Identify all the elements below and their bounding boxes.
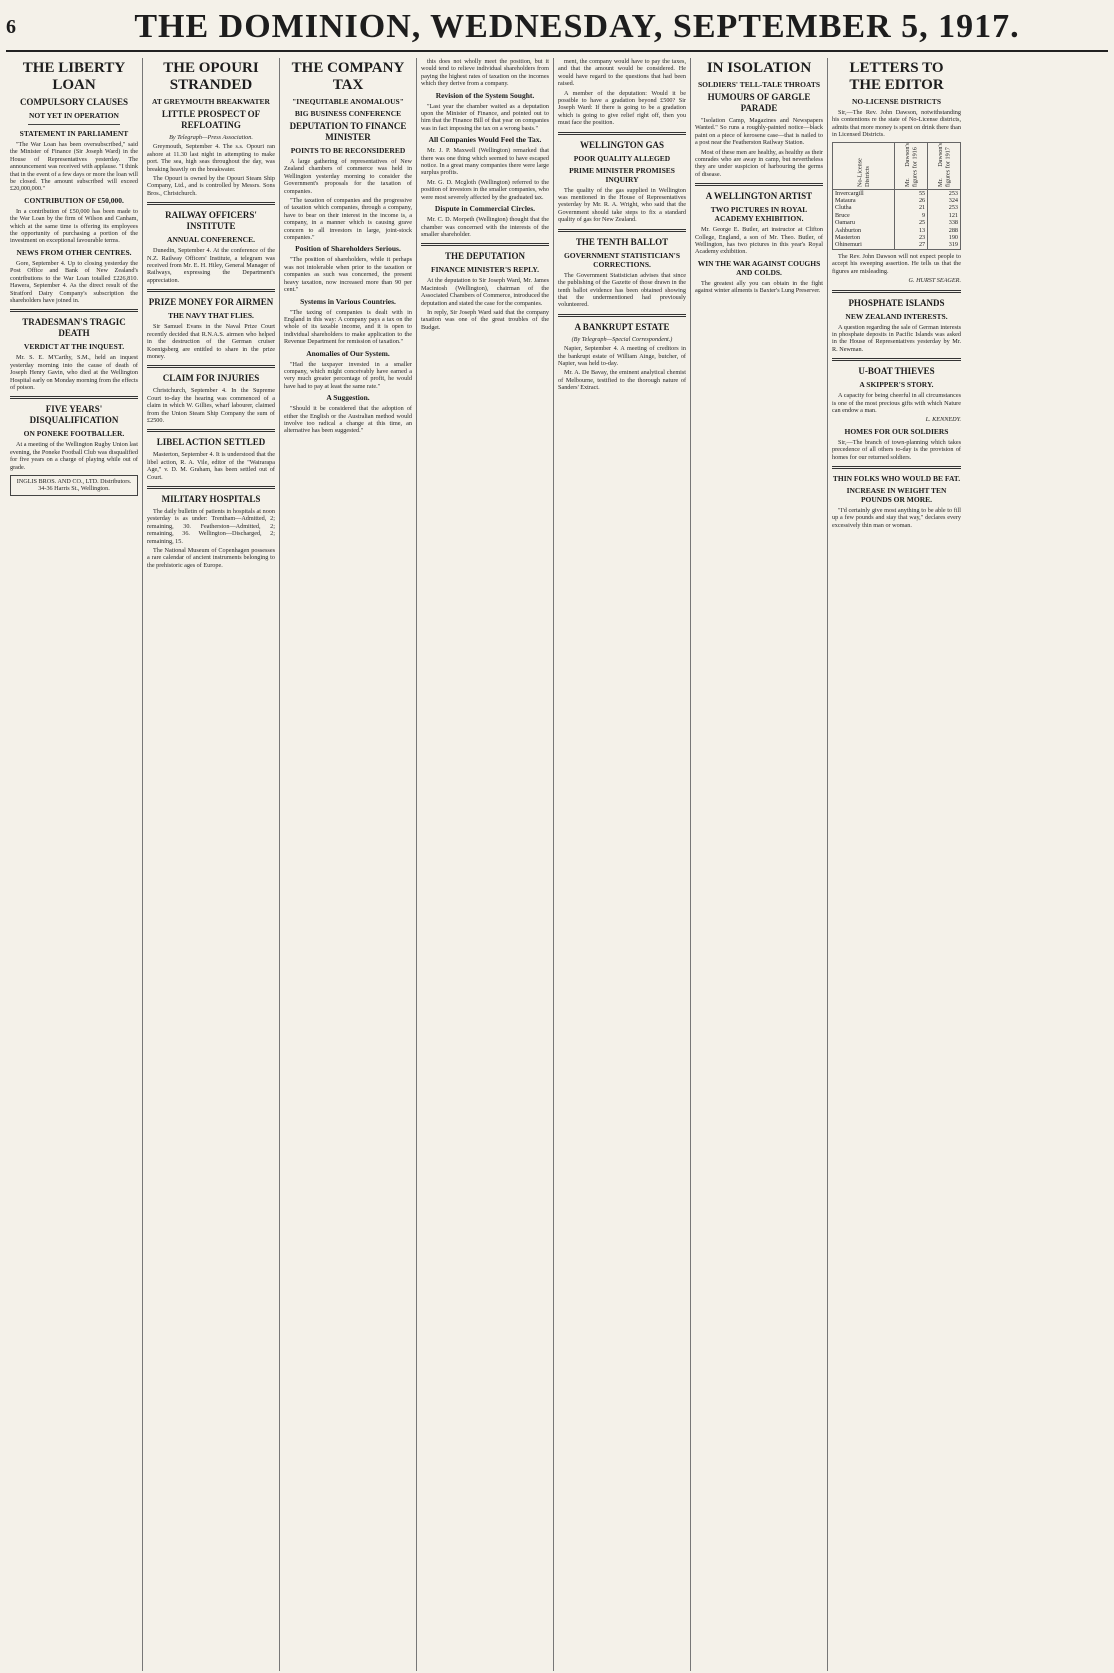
subheadline: NO-LICENSE DISTRICTS bbox=[852, 97, 941, 106]
table-cell: 253 bbox=[928, 189, 961, 197]
table-row bbox=[833, 227, 961, 234]
headline: A BANKRUPT ESTATE bbox=[574, 321, 670, 332]
article-text: ment, the company would have to pay the taxes, and that the amount would be considered. He would have regard to the questions that had been raised. bbox=[558, 58, 686, 88]
subheadline: NEW ZEALAND INTERESTS. bbox=[845, 311, 948, 321]
headline: LIBEL ACTION SETTLED bbox=[156, 437, 266, 448]
subheadline: THE NAVY THAT FLIES. bbox=[168, 311, 254, 321]
column-7 bbox=[828, 58, 965, 1671]
article-text: A large gathering of representatives of New Zealand chambers of commerce was held in Wellington yesterday morning to consider the Government's proposals for the taxation of companies. bbox=[284, 158, 412, 195]
article-text: Christchurch, September 4. In the Supreme Court to-day the hearing was commenced of a claim in which W. Gillies, wharf labourer, claimed from the Union Steam Ship Company the sum of £2500. bbox=[147, 387, 275, 424]
columns bbox=[6, 58, 1108, 1671]
article-text: The Government Statistician advises that since the publishing of the Gazette of those drawn in the tenth ballot evidence has been obtained showing that the undermentioned had previously volunteered. bbox=[558, 271, 686, 309]
headline: A WELLINGTON ARTIST bbox=[705, 191, 813, 202]
table-cell: 26 bbox=[895, 197, 928, 204]
subheadline: WIN THE WAR AGAINST COUGHS AND COLDS. bbox=[697, 258, 821, 277]
subheadline: NOT YET IN OPERATION bbox=[29, 111, 119, 120]
article-text: At the deputation to Sir Joseph Ward, Mr. James Macintosh (Wellington), chairman of the Associated Chambers of Commerce, introduced the deputation and stated the case for the companies. bbox=[421, 277, 549, 307]
statistics-table bbox=[832, 142, 961, 250]
article-text: Mr. C. D. Morpeth (Wellington) thought that the chamber was concerned with the interests of the smaller shareholder. bbox=[421, 216, 549, 238]
article-text: Sir,—The Rev. John Dawson, notwithstanding his contentions re the state of No-License districts, admits that more money is spent on drink there than in Licensed Districts. bbox=[832, 109, 961, 139]
article-text: Sir Samuel Evans in the Naval Prize Court recently decided that R.N.A.S. airmen who helped in the destruction of the German cruiser Koenigsberg are entitled to share in the prize money. bbox=[147, 323, 275, 360]
table-cell: 190 bbox=[928, 234, 961, 241]
table-cell: 9 bbox=[895, 212, 928, 219]
headline: THE COMPANY TAX bbox=[291, 60, 405, 93]
subheadline: All Companies Would Feel the Tax. bbox=[428, 135, 542, 145]
article-text: Mr. George E. Butler, art instructor at Clifton College, England, a son of Mr. Theo. Butler, of Wellington, has two pictures in this year's Royal Academy exhibition. bbox=[695, 226, 823, 256]
headline: WELLINGTON GAS bbox=[579, 139, 665, 150]
article-text: The National Museum of Copenhagen possesses a rare calendar of ancient instruments belonging to the prehistoric ages of Europe. bbox=[147, 547, 275, 569]
subheadline: AT GREYMOUTH BREAKWATER bbox=[152, 97, 270, 106]
table-row bbox=[833, 241, 961, 249]
headline: U-BOAT THIEVES bbox=[858, 366, 935, 377]
article-text: At a meeting of the Wellington Rugby Union last evening, the Poneke Football Club was disqualified for five years on a charge of playing while out of grade. bbox=[10, 441, 138, 471]
headline: THE DEPUTATION bbox=[445, 251, 525, 262]
table-header: Mr. Dawson's figures for 1917 bbox=[928, 142, 961, 189]
table-cell: 121 bbox=[928, 212, 961, 219]
page-number: 6 bbox=[6, 15, 16, 38]
subheadline: HUMOURS OF GARGLE PARADE bbox=[707, 92, 811, 113]
table-row bbox=[833, 197, 961, 204]
article-text: Gore, September 4. Up to closing yesterday the Post Office and Bank of New Zealand's contributions to the War Loan totalled £226,810. Hawera, September 4. As the direct result of the Stratford Dairy Company's subscription the shareholders have joined in. bbox=[10, 259, 138, 304]
column-2 bbox=[143, 58, 280, 1671]
article-text: Dunedin, September 4. At the conference of the N.Z. Railway Officers' Institute, a telegram was received from Mr. E. H. Hiley, General Manager of Railways, expressing the Department's appreciation. bbox=[147, 247, 275, 284]
article-text: "Should it be considered that the adoption of either the English or the Australian method would involve too radical a change at this time, an alternative has been suggested." bbox=[284, 405, 412, 435]
signature: G. HURST SEAGER. bbox=[908, 277, 961, 285]
article-text: this does not wholly meet the position, but it would tend to relieve individual shareholders from paying the highest rates of taxation on the incomes which they derive from a company. bbox=[421, 58, 549, 88]
subheadline: Revision of the System Sought. bbox=[435, 90, 535, 100]
article-text: "The position of shareholders, while it perhaps was not intolerable when prior to the taxation or companies as such was concerned, the present heavy taxation, now increased more than 90 per cent." bbox=[284, 256, 412, 294]
article-text: "Last year the chamber waited as a deputation upon the Minister of Finance, and pointed out to him that the Finance Bill of that year on companies was in fact imposing the tax on a wrong basis." bbox=[421, 102, 549, 132]
subheadline: Anomalies of Our System. bbox=[306, 348, 390, 358]
article-text: Masterton, September 4. It is understood that the libel action, R. A. Vile, editor of the "Wairarapa Age," v. D. M. Graham, has been settled out of Court. bbox=[147, 451, 275, 481]
byline: (By Telegraph—Special Correspondent.) bbox=[571, 335, 673, 343]
table-cell: Ashburton bbox=[833, 227, 895, 234]
subheadline: LITTLE PROSPECT OF REFLOATING bbox=[161, 109, 261, 130]
column-3 bbox=[280, 58, 417, 1671]
table-row bbox=[833, 204, 961, 211]
headline: IN ISOLATION bbox=[706, 60, 812, 76]
headline: FIVE YEARS' DISQUALIFICATION bbox=[29, 404, 119, 426]
table-row bbox=[833, 212, 961, 219]
table-cell: 25 bbox=[895, 219, 928, 226]
article-text: The greatest ally you can obtain in the fight against winter ailments is Baxter's Lung Preserver. bbox=[695, 279, 823, 295]
column-6 bbox=[691, 58, 828, 1671]
advertisement: INGLIS BROS. AND CO., LTD. Distributors. 34-36 Harris St., Wellington. bbox=[10, 475, 138, 496]
table-cell: 253 bbox=[928, 204, 961, 211]
subheadline: VERDICT AT THE INQUEST. bbox=[23, 342, 125, 352]
table-cell: Masterton bbox=[833, 234, 895, 241]
article-text: "I'd certainly give most anything to be able to fill up a few pounds and stay that way," declares every excessively thin man or woman. bbox=[832, 506, 961, 529]
table-row bbox=[833, 189, 961, 197]
article-text: The daily bulletin of patients in hospitals at noon yesterday is as under: Trentham—Admitted, 2; remaining, 30. Featherston—Admitted, 2; remaining, 36. Wellington—Discharged, 2; remaining, 15. bbox=[147, 507, 275, 545]
table-cell: 319 bbox=[928, 241, 961, 249]
table-cell: 55 bbox=[895, 189, 928, 197]
table-row bbox=[833, 234, 961, 241]
headline: THIN FOLKS WHO WOULD BE FAT. bbox=[832, 473, 961, 483]
article-text: Greymouth, September 4. The s.s. Opouri ran ashore at 11.30 last night in attempting to make port. The sea, high seas throughout the day, was breaking heavily on the breakwater. bbox=[147, 143, 275, 173]
table-cell: Clutha bbox=[833, 204, 895, 211]
table-cell: Bruce bbox=[833, 212, 895, 219]
table-cell: 23 bbox=[895, 234, 928, 241]
headline: PRIZE MONEY FOR AIRMEN bbox=[148, 297, 274, 308]
article-text: In reply, Sir Joseph Ward said that the company taxation was one of the great troubles of the Budget. bbox=[421, 308, 549, 331]
subheadline: POINTS TO BE RECONSIDERED bbox=[290, 146, 406, 155]
table-cell: 338 bbox=[928, 219, 961, 226]
column-5 bbox=[554, 58, 691, 1671]
article-text: Sir,—The branch of town-planning which takes precedence of all others to-day is the provision of homes for our returned soldiers. bbox=[832, 438, 961, 461]
table-header: Mr. Dawson's figures for 1916 bbox=[895, 142, 928, 189]
newspaper-title: THE DOMINION, WEDNESDAY, SEPTEMBER 5, 1917. bbox=[134, 8, 1020, 45]
subheadline: Position of Shareholders Serious. bbox=[295, 244, 401, 254]
headline: MILITARY HOSPITALS bbox=[161, 493, 261, 504]
subheadline: ANNUAL CONFERENCE. bbox=[167, 235, 255, 245]
subheadline: A Suggestion. bbox=[326, 393, 370, 403]
column-1 bbox=[6, 58, 143, 1671]
table-cell: Oamaru bbox=[833, 219, 895, 226]
headline: THE OPOURI STRANDED bbox=[163, 60, 259, 93]
article-text: The Opouri is owned by the Opouri Steam Ship Company, Ltd., and is controlled by Messrs. Sons Bros., Christchurch. bbox=[147, 175, 275, 197]
subheadline: HOMES FOR OUR SOLDIERS bbox=[844, 426, 949, 436]
subheadline: ON PONEKE FOOTBALLER. bbox=[23, 429, 125, 439]
subheadline: Systems in Various Countries. bbox=[300, 296, 396, 306]
headline: PHOSPHATE ISLANDS bbox=[848, 297, 945, 308]
masthead bbox=[6, 4, 1108, 52]
table-cell: 27 bbox=[895, 241, 928, 249]
subheadline: DEPUTATION TO FINANCE MINISTER bbox=[289, 121, 407, 142]
subheadline: CONTRIBUTION OF £50,000. bbox=[24, 195, 124, 205]
article-text: The Rev. John Dawson will not expect people to accept his sweeping assertion. He tells us that the figures are misleading. bbox=[832, 252, 961, 275]
article-text: "Isolation Camp, Magazines and Newspapers Wanted." So runs a roughly-painted notice—black paint on a piece of kerosene case—that is nailed to a post near the Featherston Railway Station. bbox=[695, 117, 823, 147]
table-cell: Invercargill bbox=[833, 189, 895, 197]
subheadline: PRIME MINISTER PROMISES INQUIRY bbox=[569, 165, 675, 184]
byline: By Telegraph—Press Association. bbox=[169, 134, 253, 141]
headline: CLAIM FOR INJURIES bbox=[162, 373, 260, 384]
table-cell: 21 bbox=[895, 204, 928, 211]
headline: TRADESMAN'S TRAGIC DEATH bbox=[22, 317, 126, 339]
subheadline: NEWS FROM OTHER CENTRES. bbox=[16, 247, 132, 257]
table-cell: 324 bbox=[928, 197, 961, 204]
article-text: "The taxing of companies is dealt with in England in this way: A company pays a tax on the whole of its taxable income, and it is open to individual shareholders to make application to the Revenue Department for remission of taxation." bbox=[284, 308, 412, 346]
article-text: A capacity for being cheerful in all circumstances is one of the most precious gifts with which Nature can endow a man. bbox=[832, 392, 961, 414]
article-text: Mr. G. D. Mcgloth (Wellington) referred to the position of investors in the smaller companies, who were most severely affected by the graduated tax. bbox=[421, 178, 549, 201]
article-text: A question regarding the sale of German interests in phosphate deposits in Pacific Islands was asked in the House of Representatives yesterday by Mr. R. Newman. bbox=[832, 323, 961, 353]
subheadline: "INEQUITABLE ANOMALOUS" bbox=[292, 97, 404, 106]
subheadline: TWO PICTURES IN ROYAL ACADEMY EXHIBITION. bbox=[710, 205, 808, 224]
headline: LETTERS TO THE EDITOR bbox=[849, 60, 944, 93]
signature: L. KENNEDY. bbox=[925, 416, 961, 424]
headline: RAILWAY OFFICERS' INSTITUTE bbox=[165, 210, 257, 232]
article-text: "The taxation of companies and the progressive of taxation which companies, through a company, have to bear on their interest in the income is, a company, in a manner which is causing grave concern to all investors in large, joint-stock companies." bbox=[284, 197, 412, 242]
article-text: "The War Loan has been oversubscribed," said the Minister of Finance (Sir Joseph Ward) in the House of Representatives yesterday. The announcement was received with applause. "I think that in the event of a few days or more the loan will be closed. The amount subscribed will exceed £20,000,000." bbox=[10, 141, 138, 193]
article-text: The quality of the gas supplied in Wellington was mentioned in the House of Representatives yesterday by Mr. R. A. Wright, who said that the Government should take steps to fix a standard quality of gas for New Zealand. bbox=[558, 186, 686, 224]
subheadline: POOR QUALITY ALLEGED bbox=[573, 153, 671, 163]
subheadline: INCREASE IN WEIGHT TEN POUNDS OR MORE. bbox=[846, 485, 947, 504]
article-text: In a contribution of £50,000 has been made to the War Loan by the firm of Wilson and Canham, which at the same time is offering its employees the opportunity of purchasing a portion of the investment on exceptional favourable terms. bbox=[10, 207, 138, 245]
column-4 bbox=[417, 58, 554, 1671]
subheadline: GOVERNMENT STATISTICIAN'S CORRECTIONS. bbox=[563, 250, 681, 269]
subheadline: Dispute in Commercial Circles. bbox=[434, 204, 536, 214]
table-cell: 288 bbox=[928, 227, 961, 234]
table-cell: Ohinemuri bbox=[833, 241, 895, 249]
article-text: Mr. S. E. M'Carthy, S.M., held an inquest yesterday morning into the cause of death of Joseph Henry Gavin, who died at the Wellington Hospital early on Monday morning from the effects of poison. bbox=[10, 354, 138, 391]
subheadline: SOLDIERS' TELL-TALE THROATS bbox=[698, 80, 820, 89]
table-row bbox=[833, 219, 961, 226]
headline: THE TENTH BALLOT bbox=[575, 236, 669, 247]
article-text: Napier, September 4. A meeting of creditors in the bankrupt estate of William Ainge, butcher, of Napier, was held to-day. bbox=[558, 345, 686, 367]
subheadline: BIG BUSINESS CONFERENCE bbox=[294, 109, 402, 118]
article-text: Most of these men are healthy, as healthy as their comrades who are away in camp, but nevertheless they are under suspicion of harbouring the germs of disease. bbox=[695, 148, 823, 178]
article-text: "Had the taxpayer invested in a smaller company, which might conceivably have earned a very much greater percentage of profit, he would have had to pay at least the same rate." bbox=[284, 360, 412, 390]
subheadline: A SKIPPER'S STORY. bbox=[859, 380, 934, 390]
subheadline: STATEMENT IN PARLIAMENT bbox=[19, 129, 129, 138]
subheadline: COMPULSORY CLAUSES bbox=[19, 97, 129, 107]
table-cell: Mataura bbox=[833, 197, 895, 204]
headline: THE LIBERTY LOAN bbox=[22, 60, 126, 93]
article-text: Mr. J. P. Maxwell (Wellington) remarked that there was one thing which seemed to have escaped notice. In a great many companies there were large surplus profits. bbox=[421, 147, 549, 177]
article-text: Mr. A. De Bavay, the eminent analytical chemist of Melbourne, testified to the thorough nature of Sanders' Extract. bbox=[558, 369, 686, 392]
table-cell: 13 bbox=[895, 227, 928, 234]
table-header: No-License Districts bbox=[833, 142, 895, 189]
subheadline: FINANCE MINISTER'S REPLY. bbox=[430, 265, 539, 275]
article-text: A member of the deputation: Would it be possible to have a gradation beyond £500? Sir Joseph Ward: If there is going to be a gradation which is going to give relief right off, then you must face the position. bbox=[558, 89, 686, 127]
